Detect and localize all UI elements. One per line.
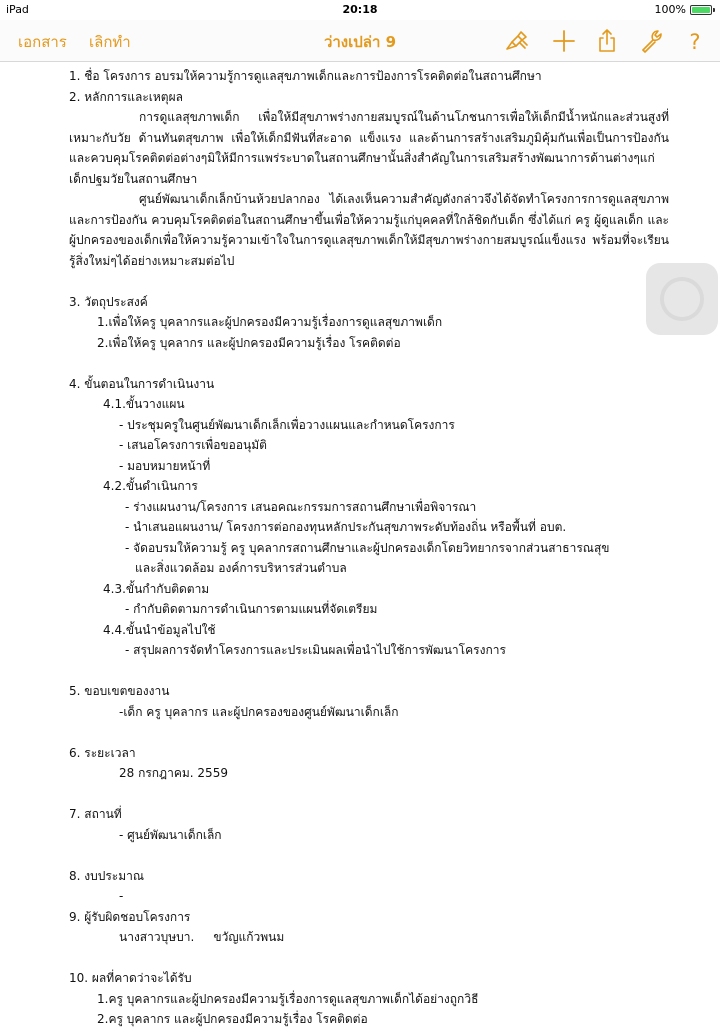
toolbar xyxy=(0,20,720,62)
status-bar xyxy=(0,0,720,20)
section-2-paragraph-2: ศูนย์พัฒนาเด็กเล็กบ้านห้วยปลากอง ได้เลงเห็นความสำคัญดังกล่าวจึงได้จัดทำโครงการการดูแลสุขภาพและการป้องกัน ควบคุมโรคติดต่อในสถานศึกษาขึ้นเพื่อให้ความรู้แก่บุคคลที่ใกล้ชิดกับเด็ก ซึ่งได้แก่ ครู ผู้ดูแลเด็ก และผู้ปกครองของเด็กเพื่อให้ความรู้ความเข้าใจในการดูแลสุขภาพเด็กให้มีสุขภาพร่างกายสมบูรณ์แข็งแรง พร้อมที่จะเรียนรู้สิ่งใหม่ๆได้อย่างเหมาะสมต่อไป xyxy=(69,192,669,268)
budget-value: - xyxy=(119,889,124,903)
help-icon[interactable] xyxy=(682,28,708,54)
responsible-person: นางสาวบุษบา. ขวัญแก้วพนม xyxy=(119,930,285,944)
section-10-title: 10. ผลที่คาดว่าจะได้รับ xyxy=(69,971,192,985)
clock: 20:18 xyxy=(342,3,378,16)
scope-item: -เด็ก ครู บุคลากร และผู้ปกครองของศูนย์พัฒนาเด็กเล็ก xyxy=(119,704,399,719)
expected-result-item: 2.ครู บุคลากร และผู้ปกครองมีความรู้เรื่อง โรคติดต่อ xyxy=(97,1012,368,1026)
section-8-title: 8. งบประมาณ xyxy=(69,868,145,883)
section-2-paragraph-1: การดูแลสุขภาพเด็ก เพื่อให้มีสุขภาพร่างกายสมบูรณ์ในด้านโภชนการเพื่อให้เด็กมีน้ำหนักและส่วนสูงที่เหมาะกับวัย ด้านทันตสุขภาพ เพื่อให้เด็กมีฟันที่สะอาด แข็งแรง และด้านการสร้างเสริมภูมิคุ้มกันเพื่อเป็นการป้องกันและควบคุมโรคติดต่อต่างๆมิให้มีการแพร่ระบาดในสถานศึกษานั้นสิ่งสำคัญในการเสริมสร้างพัฒนาการด้านต่างๆแก่เด็กปฐมวัยในสถานศึกษา xyxy=(69,110,669,186)
step-item: - กำกับติดตามการดำเนินการตามแผนที่จัดเตรียม xyxy=(125,602,378,616)
section-9-title: 9. ผู้รับผิดชอบโครงการ xyxy=(69,909,191,924)
step-4-1-title: 4.1.ขั้นวางแผน xyxy=(103,397,185,411)
battery-icon xyxy=(690,5,712,15)
section-2-title: 2. หลักการและเหตุผล xyxy=(69,89,183,104)
svg-text:?: ? xyxy=(689,30,701,54)
step-item: - มอบหมายหน้าที่ xyxy=(119,458,211,473)
step-4-3-title: 4.3.ขั้นกำกับติดตาม xyxy=(103,581,210,596)
assistive-touch-button[interactable] xyxy=(646,263,718,335)
location-value: - ศูนย์พัฒนาเด็กเล็ก xyxy=(119,827,222,842)
duration-value: 28 กรกฎาคม. 2559 xyxy=(119,766,228,780)
section-6-title: 6. ระยะเวลา xyxy=(69,745,136,760)
step-item: - สรุปผลการจัดทำโครงการและประเมินผลเพื่อนำไปใช้การพัฒนาโครงการ xyxy=(125,643,506,657)
document-body[interactable] xyxy=(69,66,669,1030)
battery-status xyxy=(655,3,712,16)
expected-result-item: 1.ครู บุคลากรและผู้ปกครองมีความรู้เรื่องการดูแลสุขภาพเด็กได้อย่างถูกวิธี xyxy=(97,991,479,1006)
battery-percent: 100% xyxy=(654,3,686,16)
step-item: - เสนอโครงการเพื่อขออนุมัติ xyxy=(119,438,267,452)
step-item: - นำเสนอแผนงาน/ โครงการต่อกองทุนหลักประกันสุขภาพระดับท้องถิ่น หรือพื้นที่ อบต. xyxy=(125,520,567,534)
section-1-title: 1. ชื่อ โครงการ อบรมให้ความรู้การดูแลสุขภาพเด็กและการป้องการโรคติดต่อในสถานศึกษา xyxy=(69,69,542,83)
step-4-4-title: 4.4.ขั้นนำข้อมูลไปใช้ xyxy=(103,622,216,637)
section-5-title: 5. ขอบเขตของงาน xyxy=(69,684,170,698)
brush-icon[interactable] xyxy=(503,28,529,54)
plus-icon[interactable] xyxy=(551,28,577,54)
device-name: iPad xyxy=(6,3,29,16)
step-item: - ประชุมครูในศูนย์พัฒนาเด็กเล็กเพื่อวางแผนและกำหนดโครงการ xyxy=(119,417,455,432)
step-item: - จัดอบรมให้ความรู้ ครู บุคลากรสถานศึกษาและผู้ปกครองเด็กโดยวิทยากรจากส่วนสาธารณสุข xyxy=(125,540,610,555)
undo-button[interactable]: เลิกทำ xyxy=(89,33,131,51)
objective-item: 1.เพื่อให้ครู บุคลากรและผู้ปกครองมีความรู้เรื่องการดูแลสุขภาพเด็ก xyxy=(97,315,443,329)
section-4-title: 4. ขั้นตอนในการดำเนินงาน xyxy=(69,376,215,391)
section-7-title: 7. สถานที่ xyxy=(69,807,122,821)
document-title[interactable]: ว่างเปล่า 9 xyxy=(323,33,397,51)
step-item: - ร่างแผนงาน/โครงการ เสนอคณะกรรมการสถานศึกษาเพื่อพิจารณา xyxy=(125,499,477,514)
step-item-continuation: และสิ่งแวดล้อม องค์การบริหารส่วนตำบล xyxy=(135,561,347,575)
wrench-icon[interactable] xyxy=(639,28,665,54)
documents-button[interactable]: เอกสาร xyxy=(18,33,67,51)
assistive-touch-icon xyxy=(664,281,700,317)
step-4-2-title: 4.2.ขั้นดำเนินการ xyxy=(103,479,198,493)
share-icon[interactable] xyxy=(594,28,620,54)
objective-item: 2.เพื่อให้ครู บุคลากร และผู้ปกครองมีความรู้เรื่อง โรคติดต่อ xyxy=(97,335,401,350)
section-3-title: 3. วัตถุประสงค์ xyxy=(69,294,148,309)
